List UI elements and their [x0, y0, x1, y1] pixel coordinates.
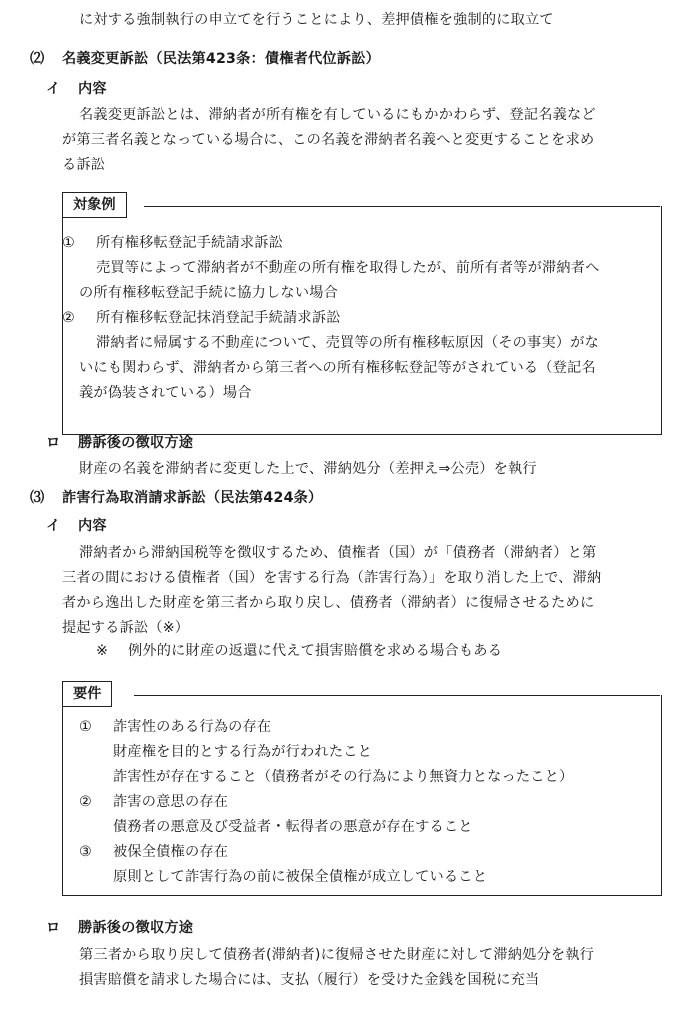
box-label: 要件 [62, 681, 112, 707]
body-text: 滞納者から滞納国税等を徴収するため、債権者（国）が「債務者（滞納者）と第 [79, 545, 597, 561]
subsection-mark: イ [46, 81, 61, 97]
list-number: ① [62, 235, 75, 251]
list-item-title: 被保全債権の存在 [113, 844, 229, 860]
list-number: ③ [79, 844, 92, 860]
list-number: ② [79, 794, 92, 810]
subsection-title: 内容 [78, 518, 107, 534]
body-text: 滞納者に帰属する不動産について、売買等の所有権移転原因（その事実）がな [96, 335, 599, 351]
subsection-title: 勝訴後の徴収方途 [78, 920, 194, 936]
box-label: 対象例 [62, 192, 127, 218]
body-text: 詐害性が存在すること（債務者がその行為により無資力となったこと） [113, 769, 574, 785]
body-text: 財産の名義を滞納者に変更した上で、滞納処分（差押え⇒公売）を執行 [79, 461, 537, 477]
subsection-title: 内容 [78, 81, 107, 97]
section-title: 名義変更訴訟（民法第423条：債権者代位訴訟） [62, 51, 380, 67]
body-text: 義が偽装されている）場合 [79, 385, 252, 401]
body-text: 損害賠償を請求した場合には、支払（履行）を受けた金銭を国税に充当 [79, 972, 540, 988]
list-item-title: 所有権移転登記抹消登記手続請求訴訟 [96, 310, 341, 326]
body-text: 提起する訴訟（※） [62, 620, 190, 636]
section-title: 詐害行為取消請求訴訟（民法第424条） [62, 490, 323, 506]
body-text: 者から逸出した財産を第三者から取り戻し、債務者（滞納者）に復帰させるために [62, 595, 595, 611]
body-text: 財産権を目的とする行為が行われたこと [113, 744, 372, 760]
note-mark: ※ [96, 643, 109, 659]
body-text: の所有権移転登記手続に協力しない場合 [79, 285, 338, 301]
body-text: 原則として詐害行為の前に被保全債権が成立していること [113, 869, 488, 885]
list-item-title: 所有権移転登記手続請求訴訟 [96, 235, 284, 251]
body-text: 売買等によって滞納者が不動産の所有権を取得したが、前所有者等が滞納者へ [96, 260, 600, 276]
body-text: が第三者名義となっている場合に、この名義を滞納者名義へと変更することを求め [62, 132, 595, 148]
note-text: 例外的に財産の返還に代えて損害賠償を求める場合もある [128, 643, 503, 659]
body-text: 債務者の悪意及び受益者・転得者の悪意が存在すること [113, 819, 473, 835]
list-number: ① [79, 719, 92, 735]
subsection-mark: ロ [46, 920, 61, 936]
body-text: 第三者から取り戻して債務者(滞納者)に復帰させた財産に対して滞納処分を執行 [79, 947, 595, 963]
body-text: いにも関わらず、滞納者から第三者への所有権移転登記等がされている（登記名 [79, 360, 596, 376]
list-number: ② [62, 310, 75, 326]
body-text: 名義変更訴訟とは、滞納者が所有権を有しているにもかかわらず、登記名義など [79, 107, 596, 123]
subsection-mark: イ [46, 518, 61, 534]
body-text: る訴訟 [62, 157, 106, 173]
subsection-title: 勝訴後の徴収方途 [78, 435, 194, 451]
list-item-title: 詐害の意思の存在 [113, 794, 229, 810]
list-item-title: 詐害性のある行為の存在 [113, 719, 272, 735]
body-text: 三者の間における債権者（国）を害する行為（詐害行為）」を取り消した上で、滞納 [62, 570, 602, 586]
section-number: ⑵ [30, 51, 45, 67]
body-text: に対する強制執行の申立てを行うことにより、差押債権を強制的に取立て [79, 12, 554, 28]
subsection-mark: ロ [46, 435, 61, 451]
section-number: ⑶ [30, 490, 45, 506]
